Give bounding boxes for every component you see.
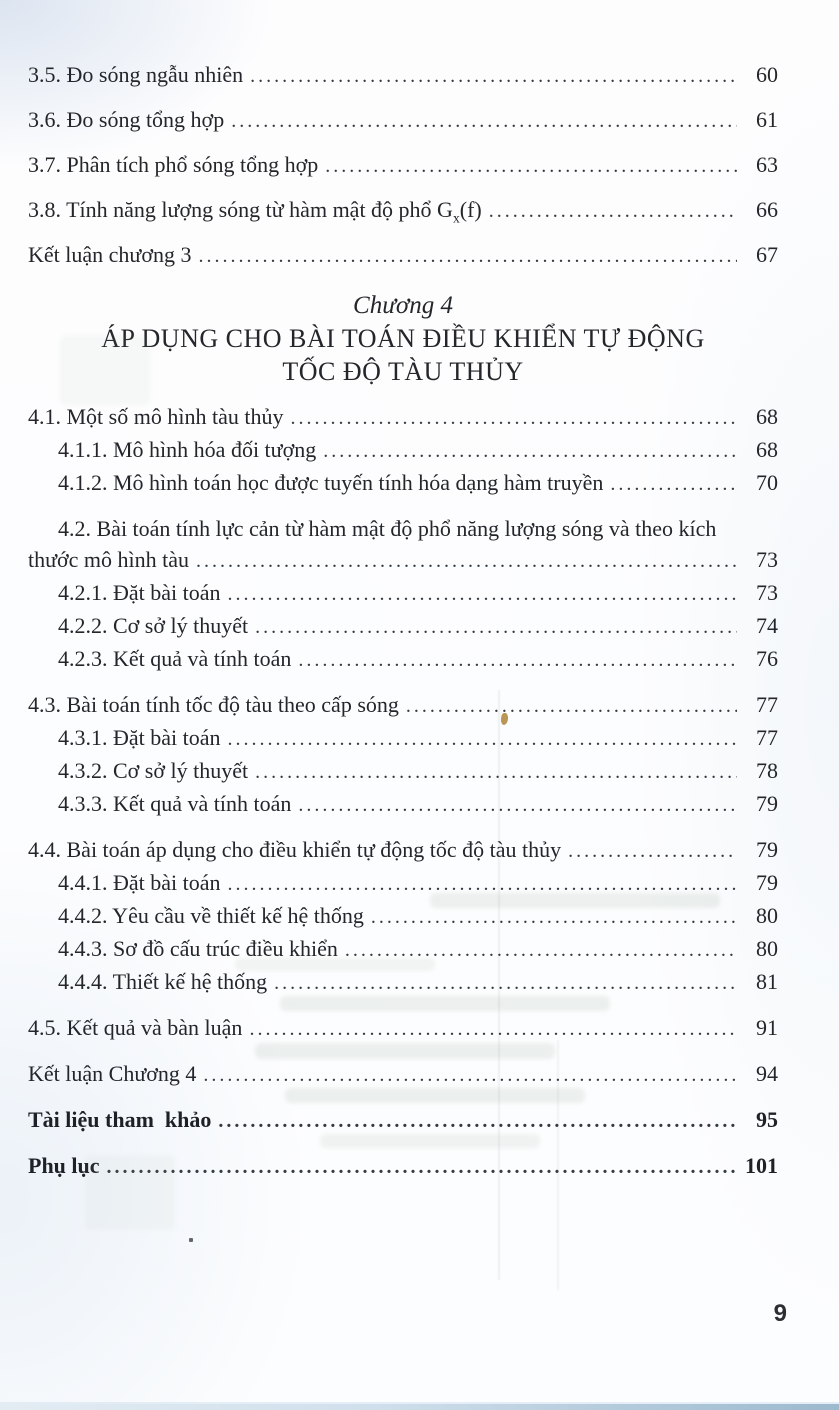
toc-entry [28,755,778,788]
toc-entry-page: 79 [756,837,778,862]
toc-entry-page: 60 [756,62,778,87]
dot-leader [274,968,737,999]
toc-entry-page: 73 [756,580,778,605]
dot-leader [250,62,737,91]
toc-entry [28,577,778,610]
toc-entry [28,643,778,676]
toc-entry-label: 4.5. Kết quả và bàn luận [28,1015,243,1040]
toc-entry [28,467,778,500]
dot-leader [298,790,737,821]
toc-entry [28,610,778,643]
toc-entry [28,105,778,136]
toc-section-chapter4 [28,401,778,1183]
toc-entry-page: 61 [756,107,778,132]
dot-leader [107,1152,737,1183]
dot-leader [610,469,737,500]
toc-entry-page: 73 [756,547,778,572]
toc-entry-label: 4.3. Bài toán tính tốc độ tàu theo cấp sóng [28,692,399,717]
dot-leader [196,546,737,577]
toc-entry-page: 91 [756,1015,778,1040]
toc-entry-label: 4.4.2. Yêu cầu về thiết kế hệ thống [58,903,364,928]
toc-entry [28,513,778,544]
toc-entry-page: 101 [745,1153,778,1178]
toc-entry-label: 4.2. Bài toán tính lực cản từ hàm mật độ phổ năng lượng sóng và theo kích [58,516,717,541]
bleed-through-smudge [255,1043,555,1059]
toc-entry-label: 4.4.4. Thiết kế hệ thống [58,969,268,994]
toc-entry-label: 4.4.3. Sơ đồ cấu trúc điều khiển [58,936,338,961]
toc-entry-page: 67 [756,242,778,267]
toc-entry [28,834,778,867]
dot-leader [568,836,737,867]
bleed-through-smudge [280,996,610,1011]
bleed-through-smudge [85,1155,175,1230]
toc-entry-page: 77 [756,692,778,717]
toc-entry-page: 68 [756,437,778,462]
page-bottom-edge [0,1404,839,1410]
dot-leader [231,107,737,136]
dot-leader [228,724,737,755]
bleed-through-smudge [60,335,150,405]
dust-speck [189,1238,193,1242]
toc-entry-label: 4.2.3. Kết quả và tính toán [58,646,292,671]
page-number: 9 [773,1300,787,1327]
toc-entry-label: 4.3.3. Kết quả và tính toán [58,791,292,816]
toc-entry-label: 3.6. Đo sóng tổng hợp [28,107,225,132]
toc-entry-label: 4.1.2. Mô hình toán học được tuyến tính hóa dạng hàm truyền [58,470,604,495]
bleed-through-smudge [430,893,720,908]
chapter-title-line-1: ÁP DỤNG CHO BÀI TOÁN ĐIỀU KHIỂN TỰ ĐỘNG [101,324,705,353]
toc-entry-page: 80 [756,936,778,961]
toc-entry [28,401,778,434]
toc-entry-page: 81 [756,969,778,994]
toc-entry [28,60,778,91]
chapter-title-line-2: TỐC ĐỘ TÀU THỦY [282,357,524,386]
chapter-kicker: Chương 4 [353,292,453,319]
toc-section-chapter3 [28,60,778,271]
toc-entry-label: 4.1.1. Mô hình hóa đối tượng [58,437,317,462]
toc-entry-label: thước mô hình tàu [28,547,190,572]
toc-entry-label: 3.8. Tính năng lượng sóng từ hàm mật độ phổ $G_x(f)$ [28,197,482,226]
toc-entry-page: 63 [756,152,778,177]
dot-leader [228,579,737,610]
toc-entry [28,434,778,467]
toc-entry-label: Phụ lục [28,1153,100,1178]
dot-leader [406,691,737,722]
bleed-through-smudge [285,1088,585,1103]
toc-entry [28,1058,778,1091]
bleed-through-smudge [320,1134,540,1148]
toc-entry-label: 4.2.1. Đặt bài toán [58,580,221,605]
scan-crease-line [498,690,500,1280]
toc-entry-page: 80 [756,903,778,928]
dot-leader [198,242,737,271]
toc-entry [28,150,778,181]
toc-entry-page: 79 [756,870,778,895]
toc-entry-label: 4.3.1. Đặt bài toán [58,725,221,750]
toc-entry [28,788,778,821]
dot-leader [489,197,737,226]
dot-leader [218,1106,737,1137]
dot-leader [255,612,737,643]
toc-entry-label: 3.5. Đo sóng ngẫu nhiên [28,62,244,87]
toc-entry-label: 4.4. Bài toán áp dụng cho điều khiển tự động tốc độ tàu thủy [28,837,562,862]
toc-entry [28,689,778,722]
dot-leader [249,1014,737,1045]
toc-entry [28,722,778,755]
toc-entry-label: 4.2.2. Cơ sở lý thuyết [58,613,249,638]
toc-entry-page: 68 [756,404,778,429]
scan-crease-line [557,1040,559,1290]
toc-entry-label: 3.7. Phân tích phổ sóng tổng hợp [28,152,319,177]
toc-entry-label: 4.4.1. Đặt bài toán [58,870,221,895]
toc-entry-label: 4.1. Một số mô hình tàu thủy [28,404,284,429]
dot-leader [203,1060,737,1091]
toc-entry-page: 70 [756,470,778,495]
toc-entry-label: Kết luận Chương 4 [28,1061,197,1086]
toc-entry-page: 94 [756,1061,778,1086]
dot-leader [323,436,737,467]
toc-entry-label: Tài liệu tham khảo [28,1107,212,1132]
toc-entry-label: 4.3.2. Cơ sở lý thuyết [58,758,249,783]
toc-entry-page: 76 [756,646,778,671]
toc-entry-label: Kết luận chương 3 [28,242,192,267]
toc-entry [28,195,778,226]
dot-leader [255,757,737,788]
toc-entry [28,1104,778,1137]
dot-leader [325,152,737,181]
bleed-through-smudge [235,958,435,971]
toc-entry-page: 77 [756,725,778,750]
toc-entry-continuation [28,544,778,577]
dot-leader [298,645,737,676]
toc-entry [28,240,778,271]
toc-entry [28,1012,778,1045]
toc-entry-page: 79 [756,791,778,816]
toc-entry-page: 78 [756,758,778,783]
dot-leader [290,403,737,434]
toc-entry-page: 74 [756,613,778,638]
toc-entry-page: 66 [756,197,778,222]
toc-entry-page: 95 [756,1107,778,1132]
